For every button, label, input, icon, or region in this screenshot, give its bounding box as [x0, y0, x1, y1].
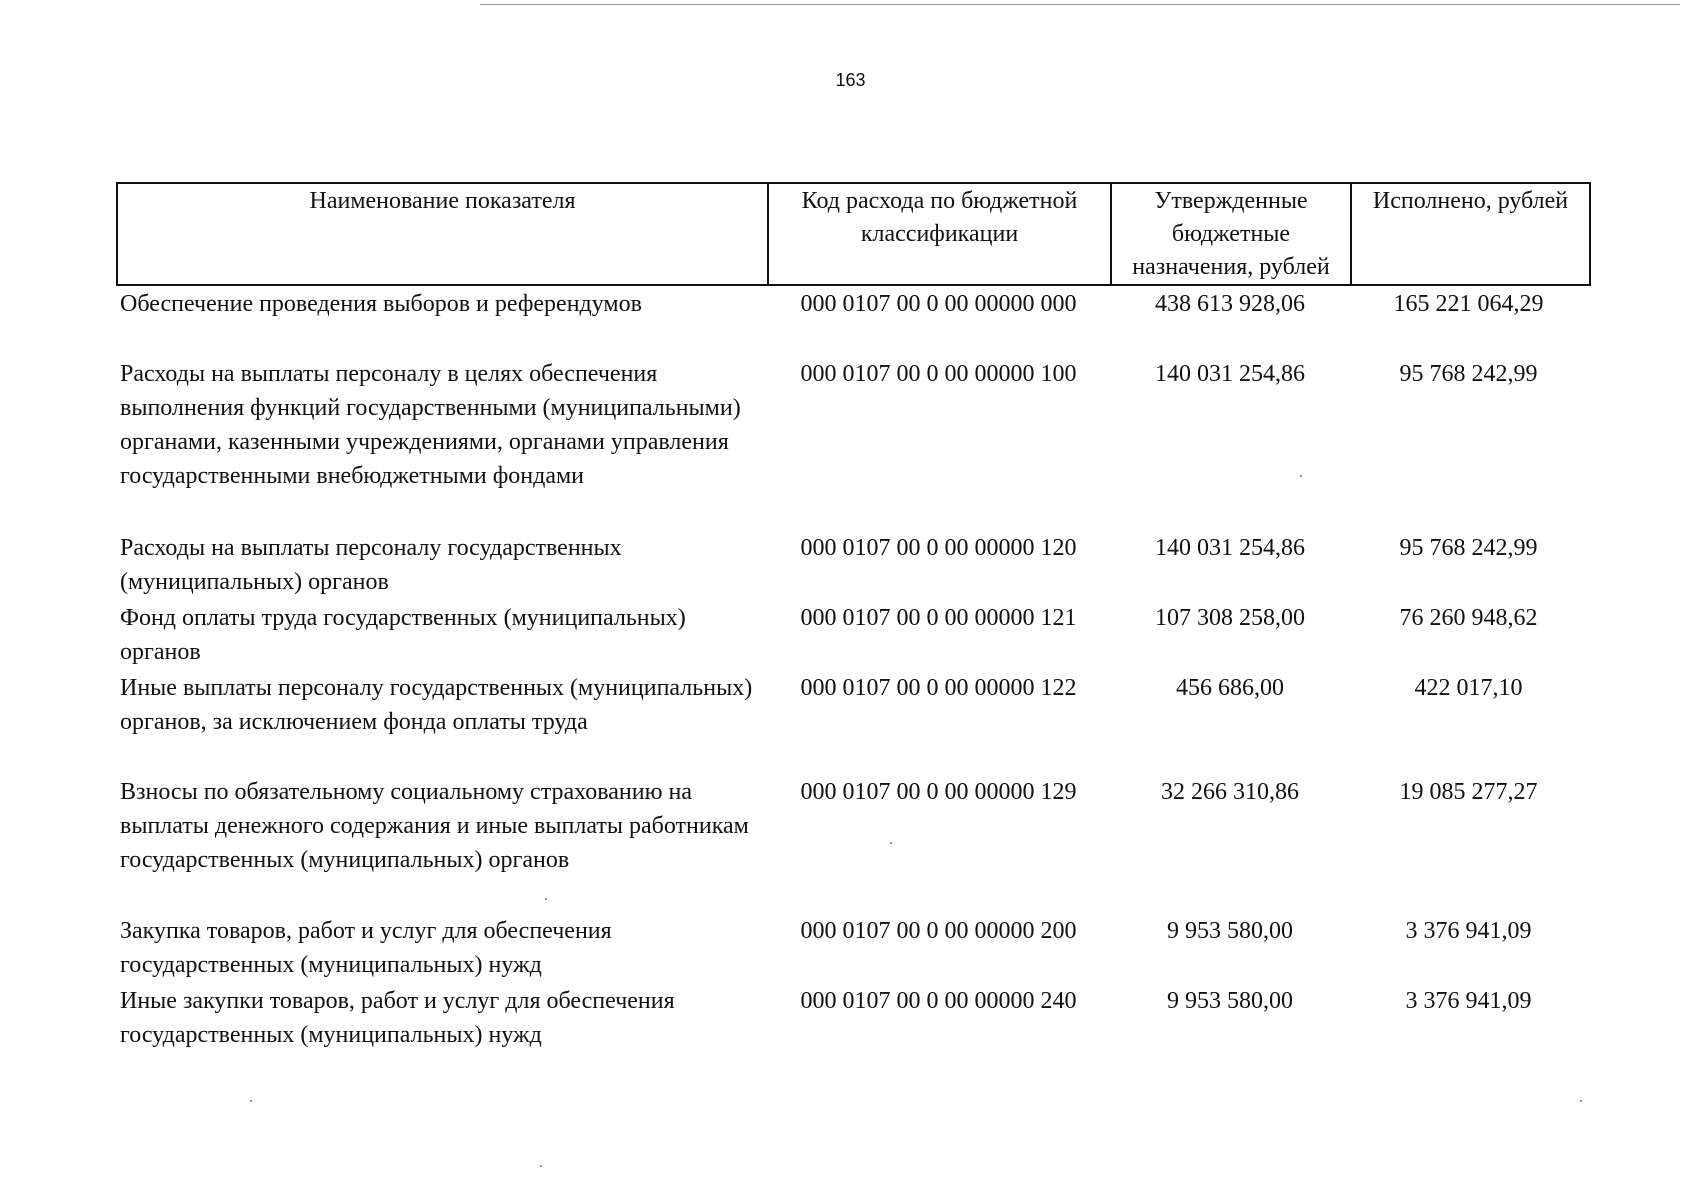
- row-name: Иные выплаты персоналу государственных (муниципальных) органов, за исключением фонда оплаты труда: [120, 675, 753, 735]
- row-code: 000 0107 00 0 00 00000 100: [800, 361, 1077, 387]
- table-row: [116, 775, 1591, 877]
- row-approved: 456 686,00: [1176, 675, 1284, 701]
- row-executed: 165 221 064,29: [1393, 291, 1544, 317]
- scan-speck: [540, 1165, 542, 1167]
- row-approved: 140 031 254,86: [1155, 535, 1305, 561]
- scan-speck: [890, 842, 892, 844]
- row-executed: 3 376 941,09: [1405, 918, 1532, 944]
- row-approved: 140 031 254,86: [1155, 361, 1305, 387]
- row-executed: 19 085 277,27: [1399, 779, 1538, 805]
- row-executed: 76 260 948,62: [1399, 605, 1538, 631]
- row-code: 000 0107 00 0 00 00000 240: [800, 988, 1077, 1014]
- row-name: Расходы на выплаты персоналу в целях обеспечения выполнения функций государственными (муниципальными) органами, казенными учреждениями, органами управления государственными внебюджетными фондами: [120, 361, 741, 489]
- row-name: Закупка товаров, работ и услуг для обеспечения государственных (муниципальных) нужд: [120, 918, 612, 978]
- row-approved: 9 953 580,00: [1167, 918, 1293, 944]
- table-row: [116, 914, 1591, 982]
- header-executed: Исполнено, рублей: [1372, 188, 1569, 214]
- row-executed: 95 768 242,99: [1399, 361, 1538, 387]
- row-code: 000 0107 00 0 00 00000 121: [800, 605, 1077, 631]
- row-code: 000 0107 00 0 00 00000 122: [800, 675, 1077, 701]
- table-row: [116, 984, 1591, 1052]
- page-number: 163: [835, 70, 866, 90]
- row-approved: 438 613 928,06: [1155, 291, 1305, 317]
- row-name: Обеспечение проведения выборов и референдумов: [120, 291, 642, 317]
- table-row: [116, 671, 1591, 739]
- row-executed: 95 768 242,99: [1399, 535, 1538, 561]
- table-header: [116, 182, 1591, 286]
- row-name: Иные закупки товаров, работ и услуг для обеспечения государственных (муниципальных) нужд: [120, 988, 675, 1048]
- scan-edge-line: [480, 4, 1680, 5]
- row-executed: 3 376 941,09: [1405, 988, 1532, 1014]
- scan-speck: [545, 898, 547, 900]
- row-code: 000 0107 00 0 00 00000 129: [800, 779, 1077, 805]
- row-approved: 9 953 580,00: [1167, 988, 1293, 1014]
- scan-speck: [1580, 1100, 1582, 1102]
- scan-speck: [1300, 475, 1302, 477]
- table-row: [116, 601, 1591, 669]
- row-approved: 107 308 258,00: [1155, 605, 1305, 631]
- header-expense-code: Код расхода по бюджетной классификации: [769, 184, 1112, 284]
- header-indicator-name: Наименование показателя: [118, 184, 769, 284]
- table-row: [116, 287, 1591, 321]
- row-code: 000 0107 00 0 00 00000 120: [800, 535, 1077, 561]
- row-name: Расходы на выплаты персоналу государственных (муниципальных) органов: [120, 535, 622, 595]
- row-approved: 32 266 310,86: [1161, 779, 1299, 805]
- row-name: Фонд оплаты труда государственных (муниципальных) органов: [120, 605, 686, 665]
- row-name: Взносы по обязательному социальному страхованию на выплаты денежного содержания и иные выплаты работникам государственных (муниципальных) органов: [120, 779, 749, 873]
- table-row: [116, 357, 1591, 493]
- row-executed: 422 017,10: [1414, 675, 1523, 701]
- header-approved: Утвержденные бюджетные назначения, рублей: [1112, 184, 1352, 284]
- row-code: 000 0107 00 0 00 00000 200: [800, 918, 1077, 944]
- row-code: 000 0107 00 0 00 00000 000: [800, 291, 1077, 317]
- table-row: [116, 531, 1591, 599]
- scan-speck: [250, 1100, 252, 1102]
